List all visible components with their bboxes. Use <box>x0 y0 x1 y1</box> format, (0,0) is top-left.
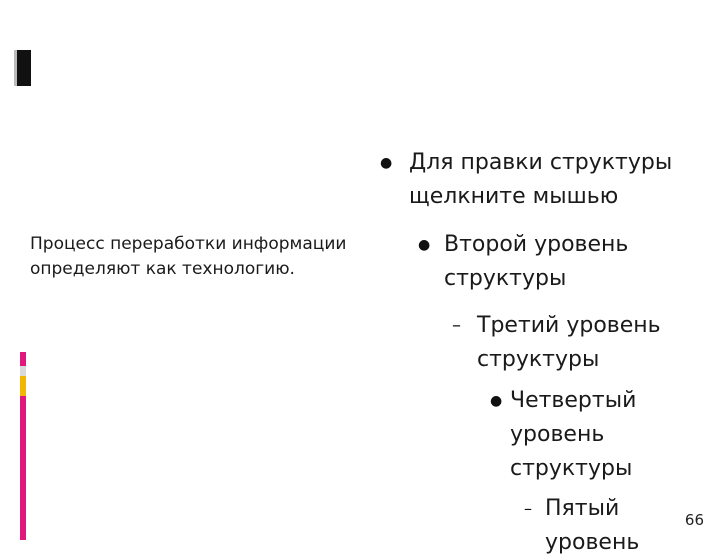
bullet-dot-icon: ● <box>490 393 503 409</box>
outline-level-3[interactable]: Третий уровень структуры <box>477 313 661 372</box>
outline-level-4[interactable]: Четвертый уровень структуры <box>510 388 637 481</box>
bullet-dot-icon: ● <box>380 155 393 171</box>
outline-level-5[interactable]: Пятый уровень <box>545 496 640 555</box>
outline-level-1[interactable]: Для правки структуры щелкните мышью <box>409 150 673 209</box>
body-text-left[interactable]: Процесс переработки информации определяют как технологию. <box>30 234 347 279</box>
bullet-dot-icon: ● <box>418 237 431 253</box>
bullet-dash-icon: – <box>524 499 532 518</box>
page-number: 66 <box>684 511 704 529</box>
outline-level-2[interactable]: Второй уровень структуры <box>444 232 629 291</box>
bullet-dash-icon: – <box>452 315 461 336</box>
